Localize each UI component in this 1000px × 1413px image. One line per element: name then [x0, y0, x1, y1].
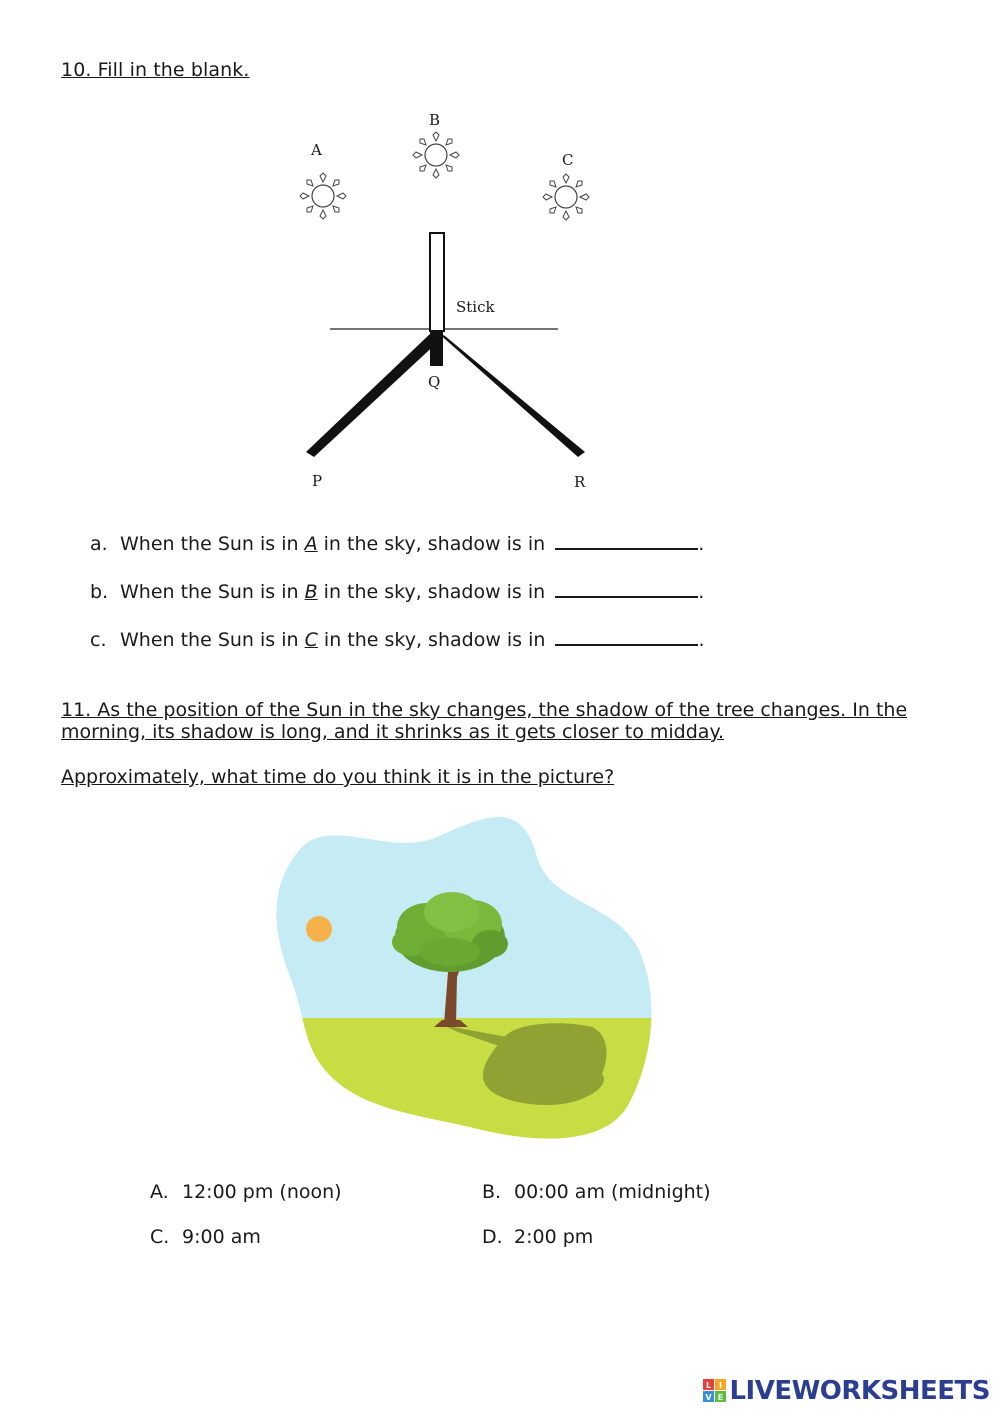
- label-q: Q: [428, 373, 441, 391]
- q11-question: Approximately, what time do you think it is in the picture?: [61, 766, 615, 788]
- sun-b-icon: [413, 132, 459, 178]
- answer-blank-c[interactable]: [555, 630, 698, 646]
- shadow-r: [437, 332, 585, 457]
- q10-heading: 10. Fill in the blank.: [61, 59, 250, 81]
- liveworksheets-badge-icon: [703, 1379, 727, 1403]
- label-a: A: [311, 141, 322, 159]
- sun-icon: [306, 916, 332, 942]
- q10-item-c: c. When the Sun is in C in the sky, shadow is in .: [90, 629, 705, 651]
- sun-c-icon: [543, 174, 589, 220]
- svg-text:E: E: [718, 1393, 724, 1402]
- label-p: P: [312, 472, 323, 490]
- option-d[interactable]: D. 2:00 pm: [482, 1226, 594, 1248]
- q10-item-b: b. When the Sun is in B in the sky, shadow is in .: [90, 581, 705, 603]
- shadow-p: [306, 332, 440, 457]
- svg-text:V: V: [705, 1393, 713, 1402]
- q11-text: 11. As the position of the Sun in the sky changes, the shadow of the tree changes. In the morning, its shadow is long, and it shrinks as it gets closer to midday.: [61, 699, 908, 743]
- label-c: C: [562, 151, 574, 169]
- brand-name: LIVEWORKSHEETS: [729, 1376, 990, 1406]
- svg-text:I: I: [719, 1381, 723, 1390]
- sun-a-icon: [300, 173, 346, 219]
- liveworksheets-logo: [703, 1376, 990, 1406]
- answer-blank-b[interactable]: [555, 582, 698, 598]
- svg-text:L: L: [706, 1381, 712, 1390]
- stick: [430, 233, 444, 331]
- option-c[interactable]: C. 9:00 am: [150, 1226, 261, 1248]
- tree-shadow-illustration: [262, 812, 657, 1147]
- label-stick: Stick: [456, 298, 495, 316]
- answer-blank-a[interactable]: [555, 534, 698, 550]
- label-b: B: [429, 111, 441, 129]
- label-r: R: [574, 473, 586, 491]
- q10-item-a: a. When the Sun is in A in the sky, shadow is in .: [90, 533, 705, 555]
- option-b[interactable]: B. 00:00 am (midnight): [482, 1181, 711, 1203]
- option-a[interactable]: A. 12:00 pm (noon): [150, 1181, 342, 1203]
